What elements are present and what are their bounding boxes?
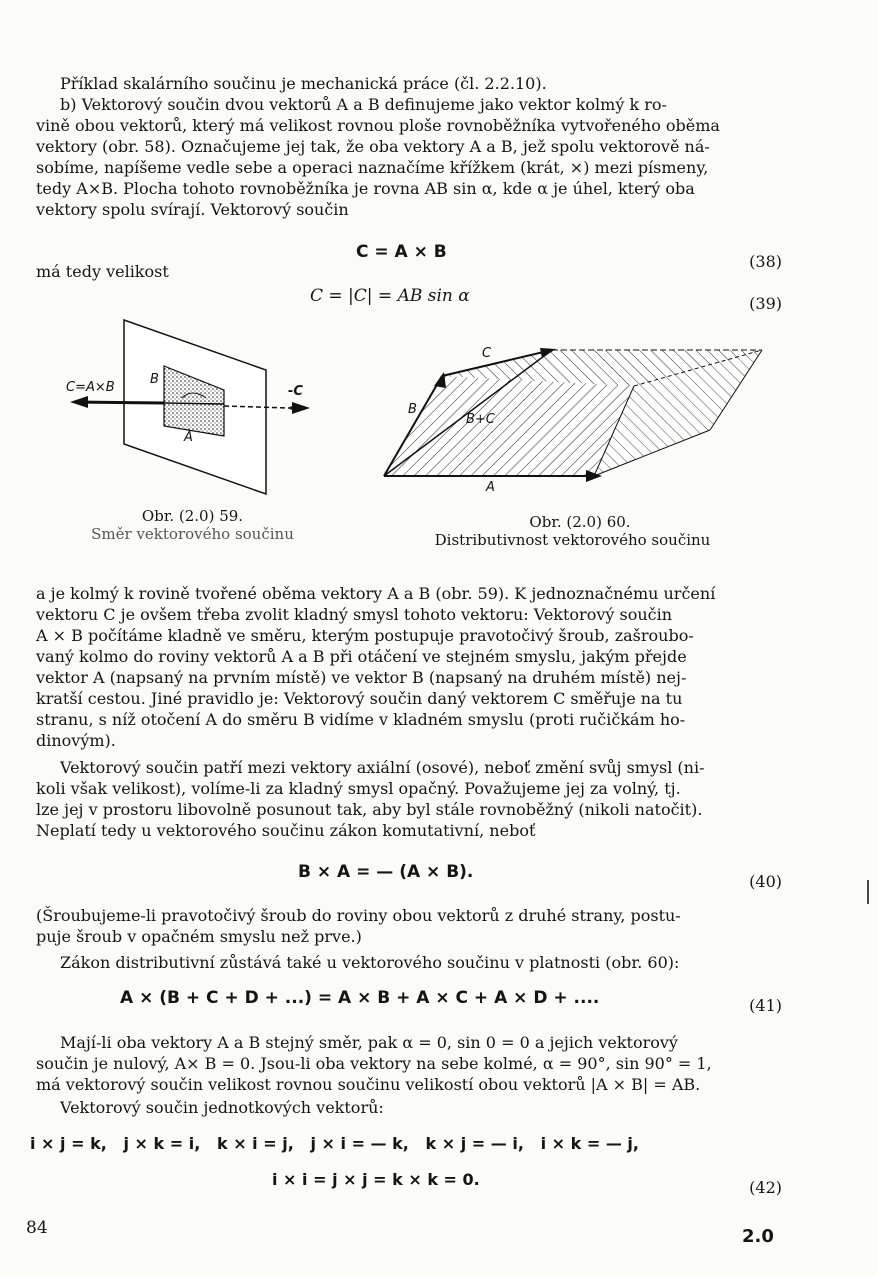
text-line: a je kolmý k rovině tvořené oběma vektory A a B (obr. 59). K jednoznačnému určení bbox=[36, 584, 716, 603]
text-line: vektory (obr. 58). Označujeme jej tak, že oba vektory A a B, jež spolu vektorově ná- bbox=[36, 137, 710, 156]
paragraph-intro: Příklad skalárního součinu je mechanická práce (čl. 2.2.10). bbox=[60, 74, 547, 93]
figure-60-caption-number: Obr. (2.0) 60. bbox=[529, 513, 631, 531]
text-line: vině obou vektorů, který má velikost rovnou ploše rovnoběžníka vytvořeného oběma bbox=[36, 116, 720, 135]
figure-60 bbox=[380, 340, 780, 500]
equation-41: A × (B + C + D + ...) = A × B + A × C + A × D + .... bbox=[120, 988, 600, 1008]
page-number: 84 bbox=[26, 1218, 48, 1238]
equation-number-40: (40) bbox=[749, 872, 782, 891]
equation-42-line-1: i × j = k, j × k = i, k × i = j, j × i = — k, k × j = — i, i × k = — j, bbox=[30, 1134, 639, 1153]
label-minus-c: -C bbox=[288, 384, 303, 399]
text-line: A × B počítáme kladně ve směru, kterým postupuje pravotočivý šroub, zašroubo- bbox=[36, 626, 694, 645]
label-b: B bbox=[408, 402, 417, 417]
label-c-equals-axb: C=A×B bbox=[66, 380, 115, 395]
text-line: Neplatí tedy u vektorového součinu zákon komutativní, neboť bbox=[36, 821, 536, 840]
label-c: C bbox=[482, 346, 492, 361]
text-line: (Šroubujeme-li pravotočivý šroub do roviny obou vektorů z druhé strany, postu- bbox=[36, 906, 681, 925]
label-a: A bbox=[486, 480, 495, 495]
text-line: vektor A (napsaný na prvním místě) ve vektor B (napsaný na druhém místě) nej- bbox=[36, 668, 687, 687]
equation-38: C = A × B bbox=[356, 242, 447, 262]
equation-39: C = |C| = AB sin α bbox=[310, 286, 470, 306]
equation-42-line-2: i × i = j × j = k × k = 0. bbox=[272, 1170, 480, 1189]
text-ma-tedy-velikost: má tedy velikost bbox=[36, 262, 169, 281]
section-number: 2.0 bbox=[742, 1226, 774, 1247]
text-line: puje šroub v opačném smyslu než prve.) bbox=[36, 927, 362, 946]
figure-60-caption-text: Distributivnost vektorového součinu bbox=[434, 531, 711, 549]
parallelogram-a-b bbox=[384, 376, 634, 476]
text-line: kratší cestou. Jiné pravidlo je: Vektorový součin daný vektorem C směřuje na tu bbox=[36, 689, 683, 708]
text-line: vaný kolmo do roviny vektorů A a B při otáčení ve stejném smyslu, jakým přejde bbox=[36, 647, 687, 666]
text-line: Vektorový součin patří mezi vektory axiální (osové), neboť změní svůj smysl (ni- bbox=[60, 758, 705, 777]
equation-number-38: (38) bbox=[749, 252, 782, 271]
text-line: stranu, s níž otočení A do směru B vidíme v kladném smyslu (proti ručičkám ho- bbox=[36, 710, 686, 729]
label-b-plus-c: B+C bbox=[466, 412, 495, 427]
text-line: vektoru C je ovšem třeba zvolit kladný smysl tohoto vektoru: Vektorový součin bbox=[36, 605, 673, 624]
text-line: lze jej v prostoru libovolně posunout tak, aby byl stále rovnoběžný (nikoli natočit). bbox=[36, 800, 703, 819]
vector-c-arrowhead bbox=[70, 396, 88, 408]
text-line: sobíme, napíšeme vedle sebe a operaci naznačíme křížkem (krát, ×) mezi písmeny, bbox=[36, 158, 709, 177]
equation-number-39: (39) bbox=[749, 294, 782, 313]
vector-minus-c-arrowhead bbox=[292, 402, 310, 414]
text-line: tedy A×B. Plocha tohoto rovnoběžníka je rovna AB sin α, kde α je úhel, který oba bbox=[36, 179, 695, 198]
equation-40: B × A = — (A × B). bbox=[298, 862, 474, 882]
text-line: dinovým). bbox=[36, 731, 116, 750]
figure-60-drawing bbox=[380, 340, 780, 500]
figure-59 bbox=[60, 316, 330, 501]
equation-number-41: (41) bbox=[749, 996, 782, 1015]
paragraph-unit-vectors: Vektorový součin jednotkových vektorů: bbox=[60, 1098, 384, 1117]
scan-edge-mark bbox=[867, 880, 869, 904]
vector-b-arrowhead bbox=[434, 372, 446, 388]
label-a: A bbox=[184, 430, 193, 445]
text-line: Mají-li oba vektory A a B stejný směr, pak α = 0, sin 0 = 0 a jejich vektorový bbox=[60, 1033, 678, 1052]
figure-59-caption-text: Směr vektorového součinu bbox=[91, 525, 294, 543]
text-line: má vektorový součin velikost rovnou součinu velikostí obou vektorů |A × B| = AB. bbox=[36, 1075, 701, 1094]
figure-59-drawing bbox=[60, 316, 330, 501]
paragraph-distributive: Zákon distributivní zůstává také u vektorového součinu v platnosti (obr. 60): bbox=[60, 953, 680, 972]
label-b: B bbox=[150, 372, 159, 387]
text-line: koli však velikost), volíme-li za kladný smysl opačný. Považujeme jej za volný, tj. bbox=[36, 779, 681, 798]
text-line: součin je nulový, A× B = 0. Jsou-li oba vektory na sebe kolmé, α = 90°, sin 90° = 1, bbox=[36, 1054, 712, 1073]
equation-number-42: (42) bbox=[749, 1178, 782, 1197]
text-line: vektory spolu svírají. Vektorový součin bbox=[36, 200, 349, 219]
text-line: b) Vektorový součin dvou vektorů A a B definujeme jako vektor kolmý k ro- bbox=[60, 95, 667, 114]
figure-59-caption-number: Obr. (2.0) 59. bbox=[141, 507, 244, 525]
